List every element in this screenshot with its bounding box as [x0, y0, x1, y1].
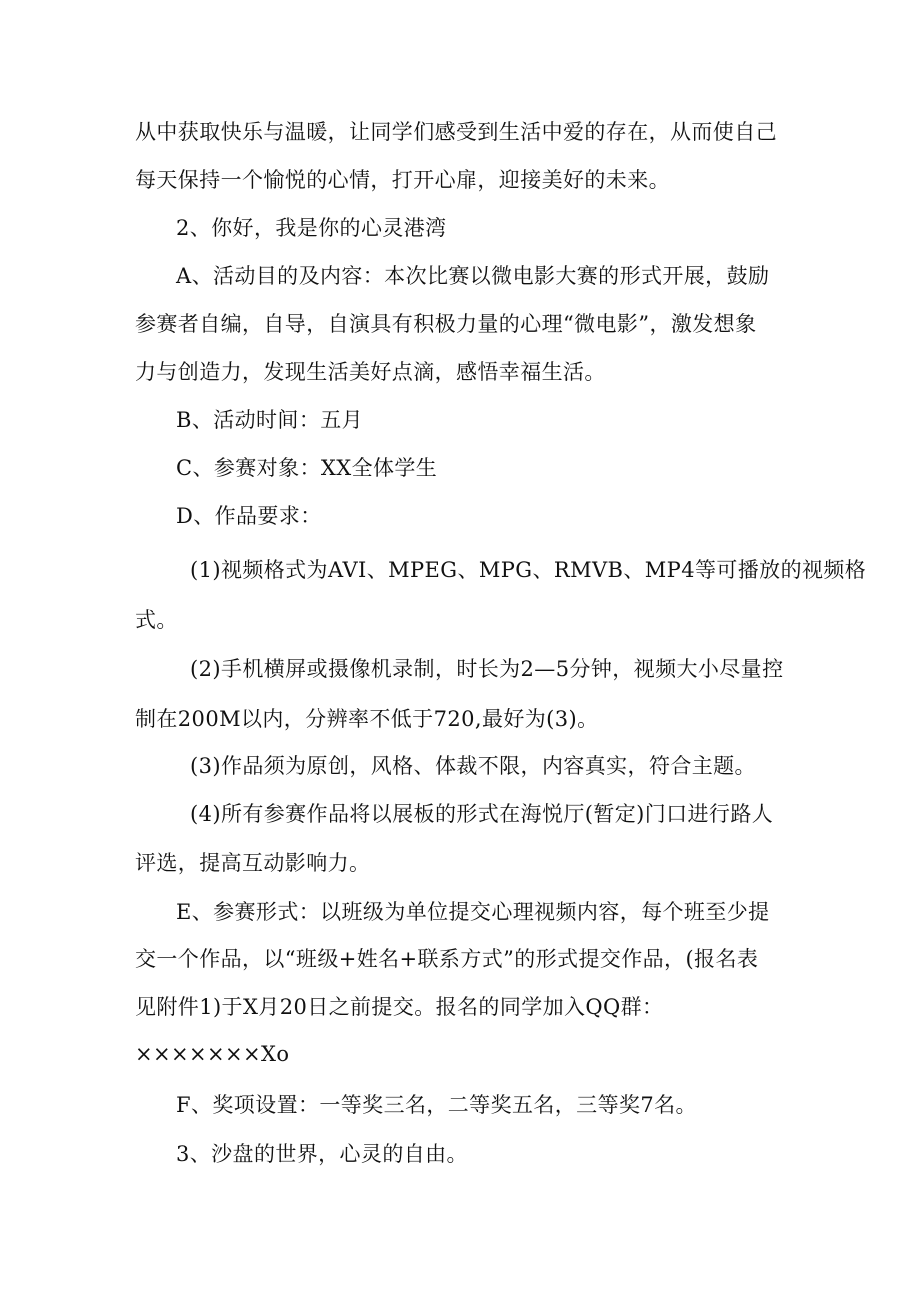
text-line: (3)作品须为原创，风格、体裁不限，内容真实，符合主题。 — [190, 754, 756, 778]
text-line: 从中获取快乐与温暖，让同学们感受到生活中爱的存在，从而使自己 — [135, 120, 777, 144]
text-line: 评选，提高互动影响力。 — [135, 851, 371, 875]
text-line: C、参赛对象：XX全体学生 — [176, 456, 438, 480]
text-line: B、活动时间：五月 — [176, 408, 364, 432]
text-line: 式。 — [135, 608, 178, 632]
text-line: ×××××××Xo — [135, 1042, 290, 1066]
text-line: (2)手机横屏或摄像机录制，时长为2—5分钟，视频大小尽量控 — [190, 657, 784, 681]
text-line: (4)所有参赛作品将以展板的形式在海悦厅(暂定)门口进行路人 — [190, 802, 774, 826]
text-line: A、活动目的及内容：本次比赛以微电影大赛的形式开展，鼓励 — [176, 264, 770, 288]
text-line: F、奖项设置：一等奖三名，二等奖五名，三等奖7名。 — [176, 1093, 697, 1117]
text-line: 见附件1)于X月20日之前提交。报名的同学加入QQ群： — [135, 995, 664, 1019]
text-line: D、作品要求： — [176, 504, 322, 528]
text-line: E、参赛形式：以班级为单位提交心理视频内容，每个班至少提 — [176, 900, 770, 924]
text-line: 每天保持一个愉悦的心情，打开心扉，迎接美好的未来。 — [135, 168, 670, 192]
section-heading: 2、你好，我是你的心灵港湾 — [176, 216, 447, 240]
text-line: 交一个作品，以“班级+姓名+联系方式”的形式提交作品，(报名表 — [135, 947, 759, 971]
section-heading: 3、沙盘的世界，心灵的自由。 — [176, 1142, 468, 1166]
text-line: 制在200M以内，分辨率不低于720,最好为(3)。 — [135, 707, 599, 731]
text-line: 参赛者自编，自导，自演具有积极力量的心理“微电影”，激发想象 — [135, 312, 757, 336]
text-line: (1)视频格式为AVI、MPEG、MPG、RMVB、MP4等可播放的视频格 — [190, 558, 867, 582]
text-line: 力与创造力，发现生活美好点滴，感悟幸福生活。 — [135, 360, 606, 384]
